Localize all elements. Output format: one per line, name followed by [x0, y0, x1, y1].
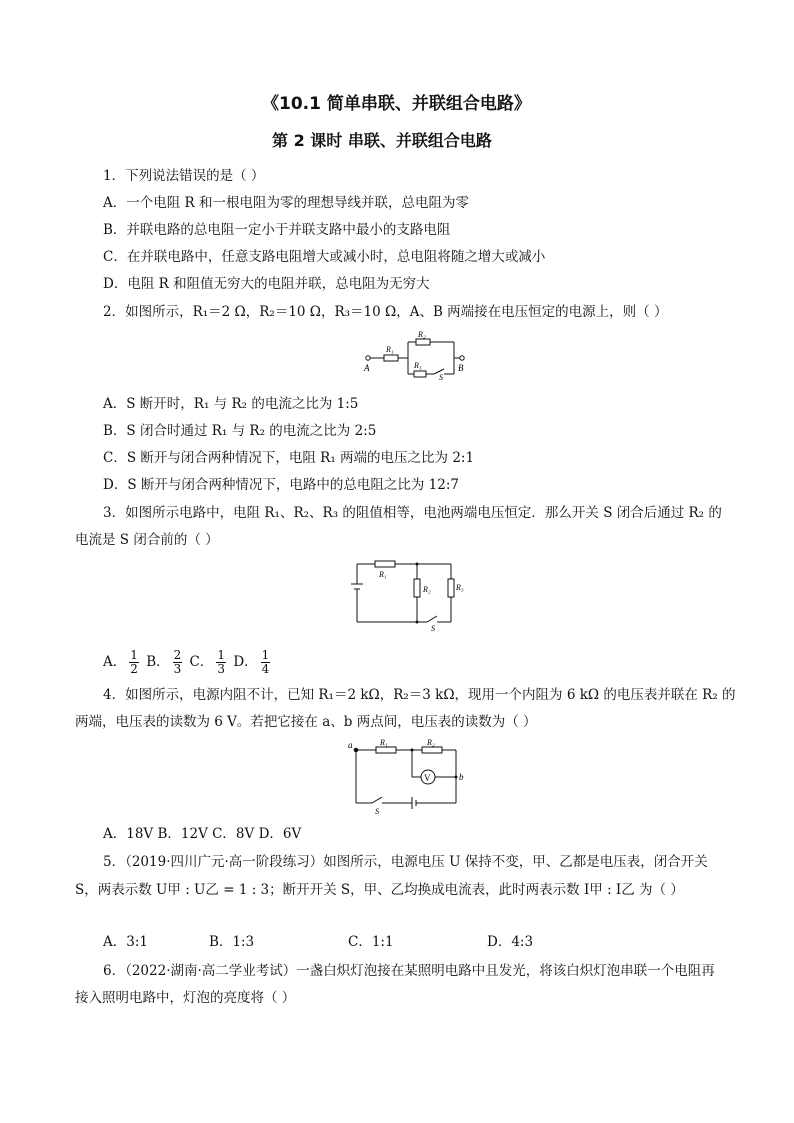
terminal-b-label: B: [458, 363, 464, 373]
question-2-option-a: A．S 断开时，R₁ 与 R₂ 的电流之比为 1:5: [103, 396, 359, 412]
question-5-stem-line1: 5．（2019·四川广元·高一阶段练习）如图所示，电源电压 U 保持不变，甲、乙都是电压表，闭合开关: [103, 854, 708, 870]
question-2-option-b: B．S 闭合时通过 R₁ 与 R₂ 的电流之比为 2:5: [103, 423, 377, 439]
r1-label: R₁: [380, 738, 388, 747]
question-3-options: A． $\frac{1}{2}$ B． $\frac{2}{3}$ C． $\frac{1}{3}$ D． $\frac{1}{4}$: [103, 648, 270, 676]
question-5-option-d: D．4:3: [487, 934, 534, 950]
question-2-stem: 2．如图所示，R₁＝2 Ω，R₂＝10 Ω，R₃＝10 Ω，A、B 两端接在电压恒定的电源上，则（ ）: [103, 304, 668, 320]
question-2-option-c: C．S 断开与闭合两种情况下，电阻 R₁ 两端的电压之比为 2:1: [103, 450, 475, 466]
question-4-stem-line1: 4．如图所示，电源内阻不计，已知 R₁＝2 kΩ，R₂＝3 kΩ，现用一个内阻为 6 kΩ 的电压表并联在 R₂ 的: [103, 687, 736, 703]
question-5-option-b: B．1:3: [209, 934, 255, 950]
question-5-stem-line2: S，两表示数 U甲 : U乙 = 1 : 3；断开开关 S，甲、乙均换成电流表，此时两表示数 I甲 : I乙 为（ ）: [75, 882, 684, 898]
question-5-option-a: A．3:1: [103, 934, 148, 950]
voltmeter-label: V: [424, 773, 431, 783]
question-3-stem-line2: 电流是 S 闭合前的（ ）: [75, 532, 219, 548]
circuit-diagram-4: [350, 740, 462, 815]
terminal-a-label: A: [364, 363, 370, 373]
question-6-stem-line2: 接入照明电路中，灯泡的亮度将（ ）: [75, 990, 296, 1006]
switch-label: S: [375, 807, 379, 816]
r2-label: R₂: [427, 738, 435, 747]
question-3-stem-line1: 3．如图所示电路中，电阻 R₁、R₂、R₃ 的阻值相等，电池两端电压恒定．那么开关 S 闭合后通过 R₂ 的: [103, 505, 722, 521]
question-1-option-a: A．一个电阻 R 和一根电阻为零的理想导线并联，总电阻为零: [103, 195, 469, 211]
r2-label: R₂: [423, 585, 431, 594]
question-1-option-c: C．在并联电路中，任意支路电阻增大或减小时，总电阻将随之增大或减小: [103, 249, 546, 265]
document-title: 《10.1 简单串联、并联组合电路》: [262, 94, 531, 114]
r1-label: R₁: [386, 345, 394, 354]
question-5-option-c: C．1:1: [348, 934, 394, 950]
r1-label: R₁: [379, 570, 387, 579]
question-4-options: A．18V B．12V C．8V D．6V: [103, 826, 302, 842]
question-1-stem: 1．下列说法错误的是（ ）: [103, 168, 265, 184]
switch-label: S: [439, 373, 443, 382]
point-b-label: b: [459, 772, 464, 782]
r3-label: R₃: [456, 583, 464, 592]
r2-label: R₂: [418, 330, 426, 339]
r3-label: R₃: [414, 361, 422, 370]
point-a-label: a: [348, 740, 353, 750]
question-6-stem-line1: 6．（2022·湖南·高二学业考试）一盏白炽灯泡接在某照明电路中且发光，将该白炽灯泡串联一个电阻再: [103, 963, 715, 979]
circuit-diagram-2: [360, 328, 470, 380]
question-1-option-b: B．并联电路的总电阻一定小于并联支路中最小的支路电阻: [103, 222, 451, 238]
circuit-diagram-3: [355, 556, 467, 633]
switch-label: S: [431, 624, 435, 633]
question-2-option-d: D．S 断开与闭合两种情况下，电路中的总电阻之比为 12:7: [103, 477, 459, 493]
question-4-stem-line2: 两端，电压表的读数为 6 V。若把它接在 a、b 两点间，电压表的读数为（ ）: [75, 714, 537, 730]
lesson-subtitle: 第 2 课时 串联、并联组合电路: [272, 131, 492, 150]
question-1-option-d: D．电阻 R 和阻值无穷大的电阻并联，总电阻为无穷大: [103, 276, 430, 292]
